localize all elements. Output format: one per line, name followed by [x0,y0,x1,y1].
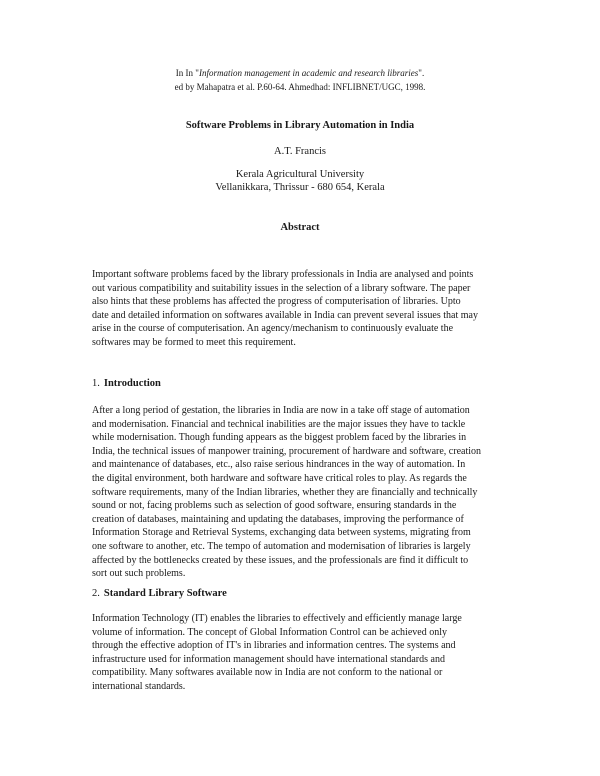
abstract-heading: Abstract [280,222,320,233]
section-1-line: sort out such problems. [92,568,186,580]
abstract-line: also hints that these problems has affected the progress of computerisation of libraries. Upto [92,296,461,308]
abstract-line: arise in the course of computerisation. An agency/mechanism to continuously evaluate the [92,323,454,335]
section-1-heading [92,378,161,389]
section-2-line: volume of information. The concept of Global Information Control can be achieved only [92,626,447,638]
abstract-line: date and detailed information on softwares available in India can prevent several issues that may [92,309,478,321]
section-1-line: sound or not, facing problems such as selection of good software, ensuring standards in the [92,500,457,512]
section-2-body [92,612,510,694]
affiliation [0,168,600,194]
section-1-line: and modernisation. Financial and technical inabilities are the major issues they have to tackle [92,418,466,430]
section-1-line: one software to another, etc. The tempo of automation and modernisation of libraries is largely [92,540,471,552]
section-2-heading [92,588,227,599]
citation-line-2: ed by Mahapatra et al. P.60-64. Ahmedhad: INFLIBNET/UGC, 1998. [174,82,426,92]
section-2-title: Standard Library Software [103,588,227,599]
section-1-line: After a long period of gestation, the libraries in India are now in a take off stage of automation [92,405,470,416]
section-2-line: compatibility. Many softwares available now in India are not conform to the national or [92,667,443,679]
section-1-line: India, the technical issues of manpower training, procurement of hardware and software, creation [92,445,482,457]
affiliation-line-1: Kerala Agricultural University [235,169,365,180]
abstract-line: Important software problems faced by the library professionals in India are analysed and points [92,269,474,280]
affiliation-line-2: Vellanikkara, Thrissur - 680 654, Kerala [215,182,385,193]
section-1-line: software requirements, many of the Indian libraries, whether they are financially and technically [92,486,478,498]
section-2-number: 2. [92,588,100,599]
section-1-line: and maintenance of databases, etc., also raise serious hindrances in the way of automation. In [92,459,466,471]
section-1-number: 1. [92,378,100,389]
abstract-line: softwares may be formed to meet this requirement. [92,336,296,348]
section-2-line: international standards. [92,680,186,692]
section-1-line: creation of databases, maintaining and updating the databases, improving the performance of [92,513,464,525]
section-2-line: Information Technology (IT) enables the libraries to effectively and efficiently manage large [92,613,462,624]
abstract-body [92,268,510,350]
section-1-line: while modernisation. Though funding appears as the biggest problem faced by the libraries in [92,432,467,444]
section-2-line: infrastructure used for information management should have international standards and [92,653,445,665]
citation-suffix: ". [418,68,425,78]
section-1-line: Information Storage and Retrieval Systems, exchanging data between systems, migrating from [92,527,471,539]
section-1-body [92,404,510,581]
section-1-line: affected by the bottlenecks created by these issues, and the professionals are find it difficult to [92,554,469,566]
citation-line-1: In In "Information management in academic and research libraries". [175,68,425,78]
citation-prefix: In " [185,68,199,78]
section-2-line: through the effective adoption of IT's in libraries and information centres. The systems and [92,640,456,652]
author-name: A.T. Francis [273,146,326,157]
citation-book-title: Information management in academic and research libraries [198,68,419,78]
section-1-line: the digital environment, both hardware and software have critical roles to play. As regards the [92,472,467,484]
section-1-title: Introduction [103,378,161,389]
abstract-line: out various compatibility and suitability issues in the selection of a library software. The paper [92,282,471,294]
citation [0,66,600,94]
paper-title: Software Problems in Library Automation in India [185,120,415,131]
